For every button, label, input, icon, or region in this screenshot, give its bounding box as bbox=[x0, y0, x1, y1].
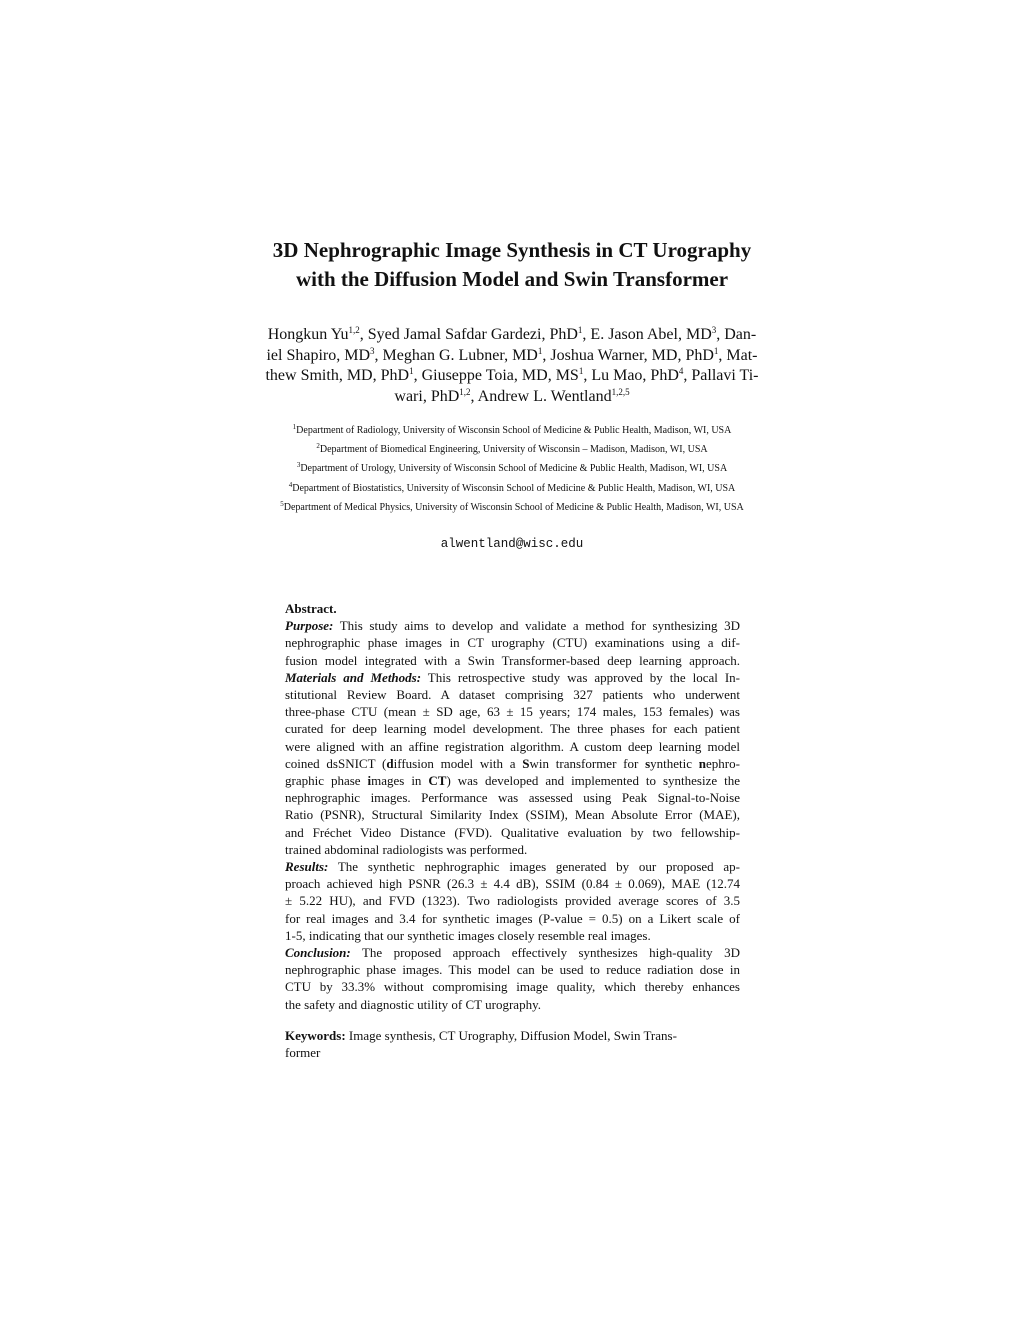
abstract-line: trained abdominal radiologists was performed. bbox=[285, 841, 528, 857]
author-superscript: 4 bbox=[678, 366, 684, 377]
abstract-line: three-phase CTU (mean ± SD age, 63 ± 15 years; 174 males, 153 females) was bbox=[285, 704, 740, 720]
abstract-text: The proposed approach effectively synthesizes high-quality 3D bbox=[350, 945, 740, 961]
acronym-letter: d bbox=[386, 755, 394, 771]
author-superscript: 1,2,5 bbox=[611, 387, 630, 398]
abstract-line: and Fréchet Video Distance (FVD). Qualitative evaluation by two fellowship- bbox=[285, 824, 740, 840]
title-line-1: 3D Nephrographic Image Synthesis in CT Urography bbox=[272, 238, 752, 262]
author-superscript: 1 bbox=[713, 345, 719, 356]
author-text: , Mat- bbox=[718, 346, 758, 364]
affiliation-list bbox=[0, 421, 1024, 517]
author-text: Hongkun Yu bbox=[267, 326, 349, 343]
abstract-line bbox=[285, 617, 740, 634]
acronym-letter: n bbox=[698, 755, 707, 771]
affiliation-superscript: 2 bbox=[316, 442, 320, 451]
keywords-line bbox=[285, 1027, 740, 1044]
author-text: , Giuseppe Toia, MD, MS bbox=[413, 367, 579, 385]
affiliation-4 bbox=[0, 479, 1024, 498]
abstract-text: mages in bbox=[371, 773, 429, 789]
keywords-section bbox=[285, 1027, 740, 1061]
author-list bbox=[0, 325, 1024, 408]
acronym-letter: S bbox=[522, 755, 530, 771]
author-superscript: 3 bbox=[711, 325, 717, 335]
author-line-1 bbox=[0, 325, 1024, 346]
affiliation-text: Department of Medical Physics, University of Wisconsin School of Medicine & Public Health, Madison, WI, USA bbox=[283, 501, 744, 513]
author-text: , Andrew L. Wentland bbox=[470, 388, 612, 406]
author-superscript: 1 bbox=[537, 345, 543, 356]
affiliation-text: Department of Biostatistics, University of Wisconsin School of Medicine & Public Health, Madison, WI, USA bbox=[292, 482, 736, 494]
abstract-line: CTU by 33.3% without compromising image quality, which thereby enhances bbox=[285, 979, 740, 995]
abstract-text: iffusion model with a bbox=[393, 755, 523, 771]
author-superscript: 1 bbox=[409, 366, 414, 377]
author-superscript: 1 bbox=[578, 366, 584, 377]
affiliation-5 bbox=[0, 498, 1024, 517]
abstract-text: graphic phase bbox=[285, 773, 368, 789]
abstract-text: ynthetic bbox=[650, 755, 699, 771]
author-text: , Pallavi Ti- bbox=[683, 367, 759, 385]
abstract-section bbox=[285, 600, 740, 1061]
abstract-text: This study aims to develop and validate a method for synthesizing 3D bbox=[333, 618, 740, 634]
abstract-line: nephrographic phase images in CT urography (CTU) examinations using a dif- bbox=[285, 635, 740, 651]
abstract-line: stitutional Review Board. A dataset comprising 327 patients who underwent bbox=[285, 687, 740, 703]
author-text: iel Shapiro, MD bbox=[266, 346, 371, 364]
abstract-line bbox=[285, 944, 740, 961]
author-superscript: 1,2 bbox=[459, 387, 471, 398]
keywords-label: Keywords: bbox=[285, 1027, 346, 1043]
affiliation-1 bbox=[0, 421, 1024, 440]
abstract-text: The synthetic nephrographic images generated by our proposed ap- bbox=[328, 859, 740, 875]
contact-email: alwentland@wisc.edu bbox=[440, 537, 584, 551]
keywords-text: Image synthesis, CT Urography, Diffusion Model, Swin Trans- bbox=[345, 1027, 677, 1043]
abstract-line bbox=[285, 669, 740, 686]
abstract-line: 1-5, indicating that our synthetic images closely resemble real images. bbox=[285, 927, 651, 943]
abstract-text: ) was developed and implemented to synthesize the bbox=[446, 773, 740, 789]
affiliation-superscript: 5 bbox=[280, 499, 284, 508]
affiliation-text: Department of Urology, University of Wisconsin School of Medicine & Public Health, Madison, WI, USA bbox=[300, 463, 728, 475]
affiliation-superscript: 4 bbox=[288, 480, 293, 489]
abstract-text: coined dsSNICT ( bbox=[285, 755, 387, 771]
author-text: , Dan- bbox=[716, 326, 757, 343]
abstract-line: curated for deep learning model development. The three phases for each patient bbox=[285, 721, 740, 737]
author-text: , Syed Jamal Safdar Gardezi, PhD bbox=[359, 326, 578, 343]
abstract-text: win transformer for bbox=[529, 755, 646, 771]
abstract-line: for real images and 3.4 for synthetic images (P-value = 0.5) on a Likert scale of bbox=[285, 910, 740, 926]
abstract-line bbox=[285, 755, 740, 772]
paper-title bbox=[0, 236, 1024, 294]
affiliation-text: Department of Radiology, University of Wisconsin School of Medicine & Public Health, Madison, WI, USA bbox=[296, 425, 732, 436]
abstract-text: ephro- bbox=[706, 755, 740, 771]
affiliation-text: Department of Biomedical Engineering, University of Wisconsin – Madison, Madison, WI, USA bbox=[319, 444, 708, 456]
abstract-line: nephrographic images. Performance was assessed using Peak Signal-to-Noise bbox=[285, 790, 740, 806]
acronym-letter: CT bbox=[428, 773, 447, 789]
author-superscript: 1 bbox=[577, 325, 583, 335]
acronym-letter: i bbox=[367, 773, 372, 789]
abstract-line: proach achieved high PSNR (26.3 ± 4.4 dB), SSIM (0.84 ± 0.069), MAE (12.74 bbox=[285, 876, 740, 892]
keywords-line: former bbox=[285, 1045, 321, 1061]
affiliation-superscript: 1 bbox=[292, 423, 297, 431]
author-text: , Meghan G. Lubner, MD bbox=[374, 346, 538, 364]
abstract-line: the safety and diagnostic utility of CT urography. bbox=[285, 996, 541, 1012]
abstract-line bbox=[285, 772, 740, 789]
author-line-2 bbox=[0, 346, 1024, 367]
abstract-line: ± 5.22 HU), and FVD (1323). Two radiologists provided average scores of 3.5 bbox=[285, 893, 740, 909]
author-text: , E. Jason Abel, MD bbox=[582, 326, 712, 343]
conclusion-label: Conclusion: bbox=[285, 945, 351, 961]
abstract-line: Ratio (PSNR), Structural Similarity Index (SSIM), Mean Absolute Error (MAE), bbox=[285, 807, 740, 823]
abstract-line: fusion model integrated with a Swin Transformer-based deep learning approach. bbox=[285, 652, 740, 668]
abstract-text: This retrospective study was approved by the local In- bbox=[421, 669, 740, 685]
abstract-heading: Abstract. bbox=[285, 601, 337, 616]
author-text: , Joshua Warner, MD, PhD bbox=[542, 346, 714, 364]
author-line-3 bbox=[0, 366, 1024, 387]
affiliation-3 bbox=[0, 459, 1024, 478]
acronym-letter: s bbox=[645, 755, 651, 771]
affiliation-superscript: 3 bbox=[296, 461, 301, 470]
affiliation-2 bbox=[0, 440, 1024, 459]
results-label: Results: bbox=[285, 859, 329, 875]
author-text: , Lu Mao, PhD bbox=[583, 367, 679, 385]
author-line-4 bbox=[0, 387, 1024, 408]
methods-label: Materials and Methods: bbox=[285, 669, 422, 685]
author-superscript: 3 bbox=[370, 345, 375, 356]
abstract-line bbox=[285, 858, 740, 875]
abstract-line: were aligned with an affine registration algorithm. A custom deep learning model bbox=[285, 738, 740, 754]
abstract-line: nephrographic phase images. This model can be used to reduce radiation dose in bbox=[285, 962, 740, 978]
author-text: wari, PhD bbox=[394, 388, 460, 406]
author-text: thew Smith, MD, PhD bbox=[265, 367, 410, 385]
title-line-2: with the Diffusion Model and Swin Transformer bbox=[295, 267, 729, 291]
author-superscript: 1,2 bbox=[348, 325, 360, 335]
purpose-label: Purpose: bbox=[285, 618, 334, 634]
